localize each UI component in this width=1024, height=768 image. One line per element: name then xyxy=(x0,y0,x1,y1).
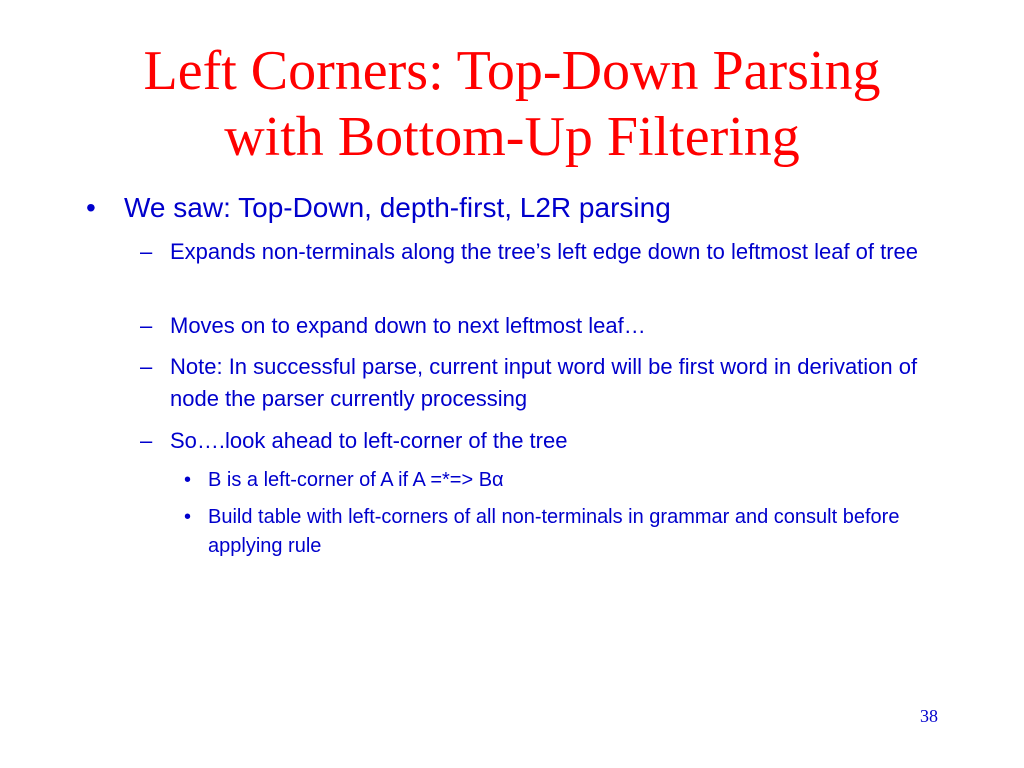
bullet-text: Expands non-terminals along the tree’s left edge down to leftmost leaf of tree xyxy=(170,239,919,264)
bullet-text: We saw: Top-Down, depth-first, L2R parsing xyxy=(124,192,671,223)
bullet-marker: • xyxy=(86,192,96,223)
bullet-text: Build table with left-corners of all non-terminals in grammar and consult before applying rule xyxy=(208,506,900,557)
bullet-text: B is a left-corner of A if A =*=> Bα xyxy=(208,469,504,491)
slide-title-line-2: with Bottom-Up Filtering xyxy=(224,106,800,168)
dash-marker: – xyxy=(140,239,153,264)
bullet-text: Moves on to expand down to next leftmost leaf… xyxy=(170,313,646,338)
bullet-marker: • xyxy=(184,469,192,491)
dash-marker: – xyxy=(140,313,153,338)
slide-title-line-1: Left Corners: Top-Down Parsing xyxy=(143,40,881,102)
dash-marker: – xyxy=(140,428,153,453)
bullet-marker: • xyxy=(184,506,192,528)
bullet-text: Note: In successful parse, current input word will be first word in derivation of node the parser currently processing xyxy=(170,354,918,411)
dash-marker: – xyxy=(140,354,153,379)
page-number: 38 xyxy=(920,706,938,726)
bullet-text: So….look ahead to left-corner of the tree xyxy=(170,428,568,453)
